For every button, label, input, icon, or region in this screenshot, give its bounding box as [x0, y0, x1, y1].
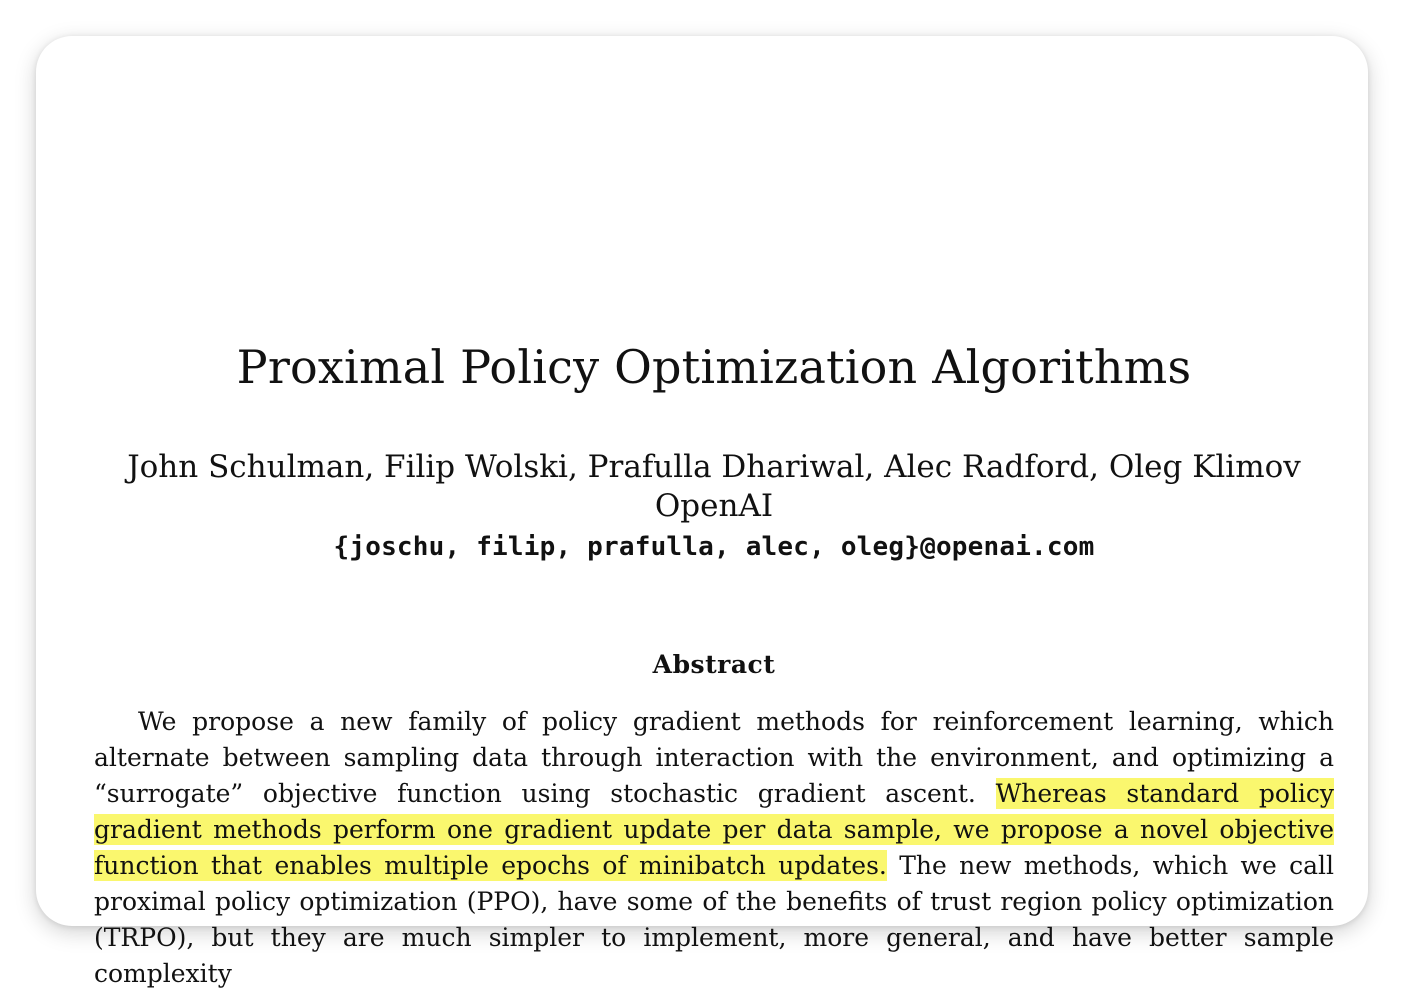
abstract-heading: Abstract	[652, 650, 776, 679]
author-list: John Schulman, Filip Wolski, Prafulla Dhariwal, Alec Radford, Oleg Klimov	[127, 449, 1301, 485]
document-card	[36, 36, 1368, 988]
highlighted-sentence[interactable]: Whereas standard policy gradient methods perform one gradient update per data sample, we propose a novel objective function that enables multiple epochs of minibatch updates.	[94, 779, 1334, 880]
abstract-text	[94, 704, 1334, 992]
author-emails: {joschu, filip, prafulla, alec, oleg}@openai.com	[333, 532, 1095, 562]
affiliation: OpenAI	[654, 488, 774, 524]
abstract-text-part1: We propose a new family of policy gradient methods for reinforcement learning, which alternate between sampling data through interaction with the environment, and optimizing a “surrogate” objective function using stochastic gradient ascent.	[94, 707, 1334, 808]
abstract-text-part2: The new methods, which we call proximal policy optimization (PPO), have some of the benefits of trust region policy optimization (TRPO), but they are much simpler to implement, more general, and have better sample complexity	[94, 851, 1335, 988]
paper-title: Proximal Policy Optimization Algorithms	[236, 340, 1192, 394]
paper-page	[94, 36, 1335, 988]
